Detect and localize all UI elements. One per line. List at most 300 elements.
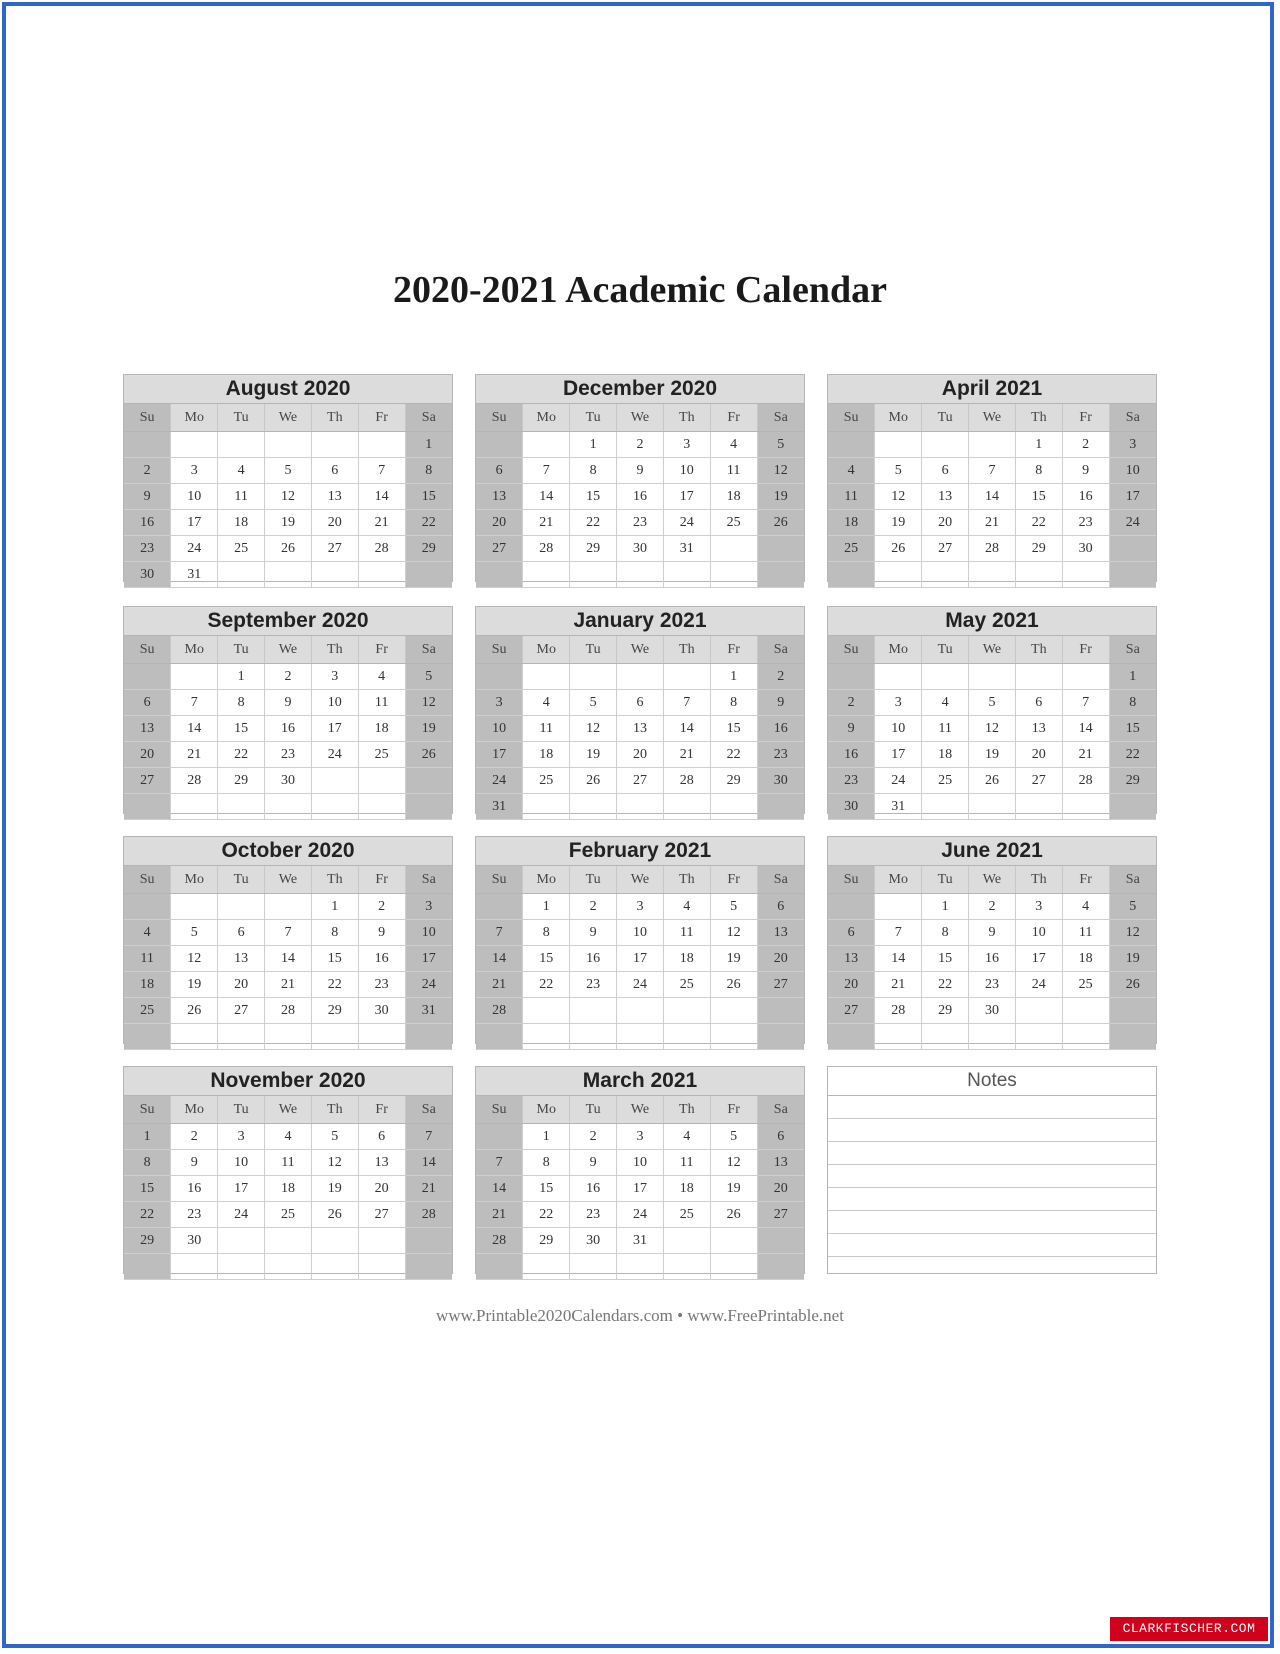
day-cell <box>1109 562 1156 588</box>
weekday-header: Su <box>124 636 171 664</box>
day-cell: 15 <box>523 946 570 972</box>
day-cell: 13 <box>476 484 523 510</box>
weekday-header: Sa <box>405 1096 452 1124</box>
day-cell: 5 <box>405 664 452 690</box>
month-title: August 2020 <box>124 375 452 404</box>
day-cell: 12 <box>1109 920 1156 946</box>
day-cell: 31 <box>617 1228 664 1254</box>
day-cell: 9 <box>358 920 405 946</box>
day-cell <box>922 562 969 588</box>
day-cell <box>265 894 312 920</box>
day-cell <box>828 894 875 920</box>
day-cell: 5 <box>570 690 617 716</box>
day-cell: 18 <box>828 510 875 536</box>
month-table <box>476 1096 804 1280</box>
day-cell: 26 <box>757 510 804 536</box>
day-cell: 17 <box>311 716 358 742</box>
day-cell <box>570 794 617 820</box>
day-cell <box>358 1254 405 1280</box>
day-cell <box>311 768 358 794</box>
day-cell: 16 <box>570 946 617 972</box>
day-cell: 7 <box>405 1124 452 1150</box>
weekday-header: Th <box>311 404 358 432</box>
day-cell <box>710 998 757 1024</box>
day-cell: 16 <box>1062 484 1109 510</box>
day-cell <box>265 562 312 588</box>
day-cell: 12 <box>405 690 452 716</box>
month-title: February 2021 <box>476 837 804 866</box>
day-cell: 18 <box>710 484 757 510</box>
day-cell: 2 <box>265 664 312 690</box>
day-cell <box>617 998 664 1024</box>
month-title: March 2021 <box>476 1067 804 1096</box>
weekday-header: Th <box>1015 866 1062 894</box>
day-cell: 10 <box>1109 458 1156 484</box>
day-cell <box>1062 1024 1109 1050</box>
day-cell: 8 <box>922 920 969 946</box>
day-cell: 24 <box>405 972 452 998</box>
day-cell: 15 <box>710 716 757 742</box>
day-cell <box>828 432 875 458</box>
day-cell: 27 <box>828 998 875 1024</box>
day-cell: 3 <box>875 690 922 716</box>
day-cell <box>171 664 218 690</box>
day-cell: 15 <box>570 484 617 510</box>
day-cell: 10 <box>663 458 710 484</box>
day-cell: 6 <box>757 894 804 920</box>
day-cell <box>875 664 922 690</box>
day-cell <box>171 1254 218 1280</box>
day-cell <box>617 794 664 820</box>
day-cell: 11 <box>124 946 171 972</box>
day-cell: 6 <box>617 690 664 716</box>
day-cell <box>663 794 710 820</box>
day-cell: 4 <box>663 894 710 920</box>
day-cell: 4 <box>265 1124 312 1150</box>
day-cell: 18 <box>1062 946 1109 972</box>
day-cell: 18 <box>922 742 969 768</box>
month-calendar <box>123 836 453 1044</box>
day-cell: 14 <box>476 946 523 972</box>
day-cell: 21 <box>969 510 1016 536</box>
day-cell: 24 <box>617 1202 664 1228</box>
day-cell: 30 <box>757 768 804 794</box>
day-cell: 1 <box>523 1124 570 1150</box>
day-cell: 19 <box>405 716 452 742</box>
weekday-header: Fr <box>710 866 757 894</box>
day-cell <box>663 1254 710 1280</box>
day-cell <box>265 1024 312 1050</box>
day-cell: 21 <box>476 1202 523 1228</box>
day-cell: 17 <box>875 742 922 768</box>
day-cell: 9 <box>570 1150 617 1176</box>
day-cell: 8 <box>218 690 265 716</box>
day-cell: 2 <box>171 1124 218 1150</box>
day-cell <box>405 1024 452 1050</box>
day-cell <box>476 894 523 920</box>
day-cell: 11 <box>663 920 710 946</box>
day-cell: 16 <box>265 716 312 742</box>
day-cell: 1 <box>1015 432 1062 458</box>
day-cell <box>922 432 969 458</box>
weekday-header: Th <box>663 866 710 894</box>
day-cell: 6 <box>828 920 875 946</box>
weekday-header: Th <box>1015 636 1062 664</box>
month-calendar <box>123 606 453 814</box>
weekday-header: Fr <box>1062 636 1109 664</box>
day-cell: 11 <box>828 484 875 510</box>
day-cell <box>1015 794 1062 820</box>
day-cell: 3 <box>617 894 664 920</box>
day-cell <box>757 1254 804 1280</box>
weekday-header: We <box>617 636 664 664</box>
day-cell <box>124 1024 171 1050</box>
day-cell: 7 <box>265 920 312 946</box>
weekday-header: Mo <box>523 636 570 664</box>
day-cell: 2 <box>828 690 875 716</box>
day-cell: 13 <box>757 920 804 946</box>
day-cell: 7 <box>476 920 523 946</box>
notes-line <box>828 1234 1156 1257</box>
weekday-header: Sa <box>1109 866 1156 894</box>
day-cell: 26 <box>710 1202 757 1228</box>
weekday-header: Su <box>124 866 171 894</box>
day-cell: 30 <box>265 768 312 794</box>
day-cell: 9 <box>570 920 617 946</box>
weekday-header: Tu <box>218 636 265 664</box>
weekday-header: Tu <box>218 1096 265 1124</box>
weekday-header: Th <box>1015 404 1062 432</box>
day-cell: 16 <box>358 946 405 972</box>
weekday-header: Th <box>311 636 358 664</box>
day-cell: 27 <box>124 768 171 794</box>
day-cell <box>405 562 452 588</box>
day-cell: 29 <box>218 768 265 794</box>
day-cell: 28 <box>476 998 523 1024</box>
month-table <box>476 404 804 588</box>
month-title: May 2021 <box>828 607 1156 636</box>
month-table <box>124 866 452 1050</box>
day-cell: 19 <box>875 510 922 536</box>
day-cell <box>311 432 358 458</box>
day-cell: 12 <box>969 716 1016 742</box>
month-table <box>828 404 1156 588</box>
day-cell: 23 <box>570 972 617 998</box>
weekday-header: Tu <box>570 866 617 894</box>
day-cell: 28 <box>969 536 1016 562</box>
day-cell <box>757 998 804 1024</box>
day-cell: 5 <box>311 1124 358 1150</box>
day-cell: 18 <box>265 1176 312 1202</box>
day-cell: 19 <box>570 742 617 768</box>
day-cell: 23 <box>570 1202 617 1228</box>
weekday-header: Su <box>828 636 875 664</box>
day-cell: 30 <box>969 998 1016 1024</box>
day-cell <box>710 536 757 562</box>
day-cell: 5 <box>710 894 757 920</box>
day-cell: 27 <box>311 536 358 562</box>
month-table <box>124 1096 452 1280</box>
day-cell: 13 <box>828 946 875 972</box>
day-cell <box>523 562 570 588</box>
day-cell: 21 <box>663 742 710 768</box>
weekday-header: Mo <box>171 636 218 664</box>
weekday-header: We <box>969 636 1016 664</box>
day-cell <box>358 562 405 588</box>
day-cell: 6 <box>476 458 523 484</box>
month-calendar <box>827 374 1157 582</box>
day-cell: 22 <box>218 742 265 768</box>
day-cell <box>124 894 171 920</box>
day-cell: 2 <box>617 432 664 458</box>
day-cell <box>311 1024 358 1050</box>
month-calendar <box>475 606 805 814</box>
day-cell: 1 <box>218 664 265 690</box>
day-cell <box>663 998 710 1024</box>
day-cell: 30 <box>828 794 875 820</box>
day-cell: 11 <box>523 716 570 742</box>
day-cell <box>265 432 312 458</box>
day-cell: 23 <box>828 768 875 794</box>
day-cell: 5 <box>171 920 218 946</box>
day-cell: 4 <box>218 458 265 484</box>
day-cell: 19 <box>1109 946 1156 972</box>
day-cell: 7 <box>663 690 710 716</box>
day-cell <box>1062 998 1109 1024</box>
day-cell: 5 <box>757 432 804 458</box>
day-cell <box>476 562 523 588</box>
day-cell <box>523 1024 570 1050</box>
day-cell: 27 <box>922 536 969 562</box>
weekday-header: Tu <box>218 404 265 432</box>
day-cell <box>617 664 664 690</box>
day-cell <box>124 664 171 690</box>
day-cell: 30 <box>570 1228 617 1254</box>
weekday-header: Sa <box>757 866 804 894</box>
day-cell: 18 <box>358 716 405 742</box>
day-cell: 29 <box>124 1228 171 1254</box>
day-cell: 23 <box>265 742 312 768</box>
month-table <box>828 866 1156 1050</box>
day-cell <box>710 1228 757 1254</box>
day-cell: 26 <box>710 972 757 998</box>
day-cell: 31 <box>476 794 523 820</box>
day-cell: 25 <box>358 742 405 768</box>
day-cell: 16 <box>828 742 875 768</box>
day-cell: 23 <box>757 742 804 768</box>
day-cell: 7 <box>875 920 922 946</box>
day-cell <box>523 664 570 690</box>
day-cell <box>265 1254 312 1280</box>
day-cell: 14 <box>265 946 312 972</box>
day-cell: 27 <box>218 998 265 1024</box>
day-cell: 6 <box>757 1124 804 1150</box>
day-cell <box>476 1254 523 1280</box>
notes-label: Notes <box>828 1067 1156 1096</box>
day-cell: 17 <box>1109 484 1156 510</box>
day-cell: 6 <box>358 1124 405 1150</box>
day-cell: 8 <box>124 1150 171 1176</box>
day-cell: 14 <box>875 946 922 972</box>
notes-line <box>828 1096 1156 1119</box>
day-cell <box>1015 562 1062 588</box>
day-cell <box>617 562 664 588</box>
day-cell <box>1015 664 1062 690</box>
day-cell: 18 <box>218 510 265 536</box>
day-cell <box>710 1254 757 1280</box>
day-cell: 28 <box>476 1228 523 1254</box>
day-cell <box>969 794 1016 820</box>
day-cell: 29 <box>1109 768 1156 794</box>
day-cell <box>523 794 570 820</box>
weekday-header: Th <box>311 866 358 894</box>
day-cell: 24 <box>663 510 710 536</box>
weekday-header: Su <box>124 404 171 432</box>
day-cell <box>1062 562 1109 588</box>
day-cell: 21 <box>523 510 570 536</box>
day-cell: 13 <box>124 716 171 742</box>
day-cell: 11 <box>710 458 757 484</box>
day-cell: 13 <box>757 1150 804 1176</box>
day-cell: 23 <box>1062 510 1109 536</box>
day-cell <box>663 1024 710 1050</box>
day-cell: 13 <box>218 946 265 972</box>
day-cell: 20 <box>828 972 875 998</box>
day-cell: 21 <box>1062 742 1109 768</box>
day-cell: 23 <box>171 1202 218 1228</box>
day-cell: 12 <box>265 484 312 510</box>
weekday-header: Fr <box>358 866 405 894</box>
day-cell: 27 <box>1015 768 1062 794</box>
day-cell: 11 <box>922 716 969 742</box>
month-title: November 2020 <box>124 1067 452 1096</box>
day-cell: 28 <box>265 998 312 1024</box>
day-cell: 25 <box>828 536 875 562</box>
day-cell: 10 <box>875 716 922 742</box>
day-cell: 7 <box>969 458 1016 484</box>
day-cell: 4 <box>1062 894 1109 920</box>
day-cell: 21 <box>875 972 922 998</box>
day-cell <box>476 1124 523 1150</box>
day-cell: 9 <box>171 1150 218 1176</box>
day-cell <box>757 794 804 820</box>
day-cell <box>1062 794 1109 820</box>
day-cell <box>218 1228 265 1254</box>
weekday-header: Mo <box>171 1096 218 1124</box>
day-cell: 16 <box>757 716 804 742</box>
day-cell <box>1015 998 1062 1024</box>
day-cell: 17 <box>617 946 664 972</box>
day-cell: 2 <box>570 1124 617 1150</box>
day-cell <box>523 432 570 458</box>
day-cell: 17 <box>218 1176 265 1202</box>
weekday-header: Fr <box>1062 404 1109 432</box>
day-cell: 18 <box>523 742 570 768</box>
day-cell: 7 <box>171 690 218 716</box>
day-cell: 16 <box>570 1176 617 1202</box>
day-cell: 14 <box>1062 716 1109 742</box>
day-cell: 16 <box>617 484 664 510</box>
day-cell: 26 <box>1109 972 1156 998</box>
month-table <box>476 636 804 820</box>
day-cell: 29 <box>1015 536 1062 562</box>
day-cell: 28 <box>1062 768 1109 794</box>
day-cell: 14 <box>523 484 570 510</box>
day-cell: 20 <box>476 510 523 536</box>
day-cell: 30 <box>124 562 171 588</box>
day-cell: 26 <box>570 768 617 794</box>
day-cell: 24 <box>875 768 922 794</box>
day-cell: 17 <box>663 484 710 510</box>
day-cell: 1 <box>405 432 452 458</box>
day-cell <box>218 894 265 920</box>
day-cell <box>265 1228 312 1254</box>
day-cell: 8 <box>1109 690 1156 716</box>
day-cell: 4 <box>523 690 570 716</box>
day-cell: 31 <box>171 562 218 588</box>
day-cell <box>311 1228 358 1254</box>
day-cell <box>476 664 523 690</box>
day-cell: 1 <box>124 1124 171 1150</box>
day-cell <box>1109 1024 1156 1050</box>
day-cell <box>218 562 265 588</box>
day-cell <box>124 794 171 820</box>
day-cell: 10 <box>218 1150 265 1176</box>
day-cell <box>922 1024 969 1050</box>
day-cell: 15 <box>311 946 358 972</box>
day-cell: 8 <box>710 690 757 716</box>
day-cell: 14 <box>405 1150 452 1176</box>
weekday-header: Mo <box>875 636 922 664</box>
day-cell: 15 <box>1109 716 1156 742</box>
day-cell: 22 <box>922 972 969 998</box>
weekday-header: We <box>265 636 312 664</box>
weekday-header: Fr <box>1062 866 1109 894</box>
day-cell <box>710 794 757 820</box>
day-cell: 6 <box>218 920 265 946</box>
weekday-header: We <box>969 866 1016 894</box>
day-cell: 30 <box>617 536 664 562</box>
day-cell: 15 <box>1015 484 1062 510</box>
day-cell: 25 <box>922 768 969 794</box>
day-cell: 25 <box>124 998 171 1024</box>
day-cell <box>757 562 804 588</box>
day-cell: 19 <box>969 742 1016 768</box>
weekday-header: Su <box>476 1096 523 1124</box>
day-cell <box>710 562 757 588</box>
day-cell: 5 <box>710 1124 757 1150</box>
day-cell <box>663 1228 710 1254</box>
month-title: December 2020 <box>476 375 804 404</box>
day-cell: 10 <box>617 920 664 946</box>
day-cell: 10 <box>476 716 523 742</box>
day-cell: 1 <box>922 894 969 920</box>
day-cell <box>1109 998 1156 1024</box>
day-cell: 7 <box>358 458 405 484</box>
day-cell: 13 <box>1015 716 1062 742</box>
day-cell: 22 <box>570 510 617 536</box>
day-cell <box>922 794 969 820</box>
month-calendar <box>123 1066 453 1274</box>
day-cell: 20 <box>757 1176 804 1202</box>
month-table <box>828 636 1156 820</box>
day-cell: 15 <box>218 716 265 742</box>
day-cell: 31 <box>405 998 452 1024</box>
day-cell <box>875 432 922 458</box>
day-cell: 9 <box>124 484 171 510</box>
notes-line <box>828 1188 1156 1211</box>
day-cell <box>405 768 452 794</box>
